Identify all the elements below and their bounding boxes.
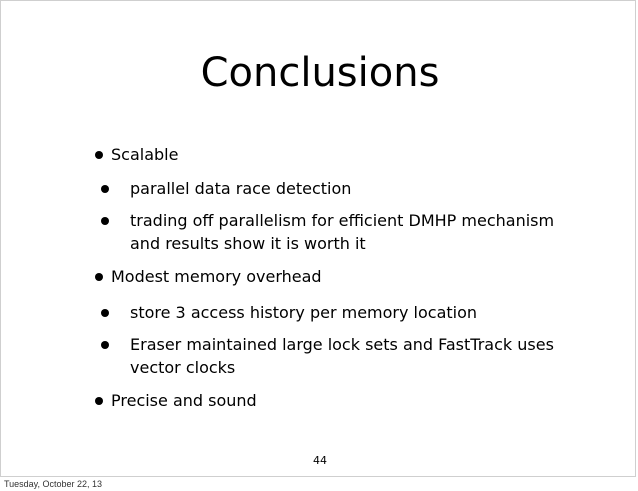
bullet-memory-overhead: Modest memory overhead	[111, 267, 322, 286]
bullet-eraser-line2: vector clocks	[130, 358, 236, 377]
bullet-precise-sound: Precise and sound	[111, 391, 257, 410]
bullet-icon	[101, 185, 109, 193]
bullet-icon	[101, 309, 109, 317]
slide-title: Conclusions	[200, 50, 440, 96]
bullet-icon	[95, 273, 103, 281]
bullet-dmhp-line2: and results show it is worth it	[130, 234, 366, 253]
bullet-parallel-detection: parallel data race detection	[130, 179, 352, 198]
bullet-access-history: store 3 access history per memory location	[130, 303, 478, 322]
bullet-eraser-line1: Eraser maintained large lock sets and FastTrack uses	[130, 335, 554, 354]
bullet-icon	[101, 341, 109, 349]
bullet-scalable: Scalable	[111, 145, 179, 164]
bullet-icon	[95, 397, 103, 405]
bullet-dmhp-line1: trading off parallelism for efficient DMHP mechanism	[130, 211, 555, 230]
page-number: 44	[313, 454, 327, 467]
footer-date: Tuesday, October 22, 13	[4, 479, 103, 489]
bullet-icon	[101, 217, 109, 225]
bullet-icon	[95, 151, 103, 159]
